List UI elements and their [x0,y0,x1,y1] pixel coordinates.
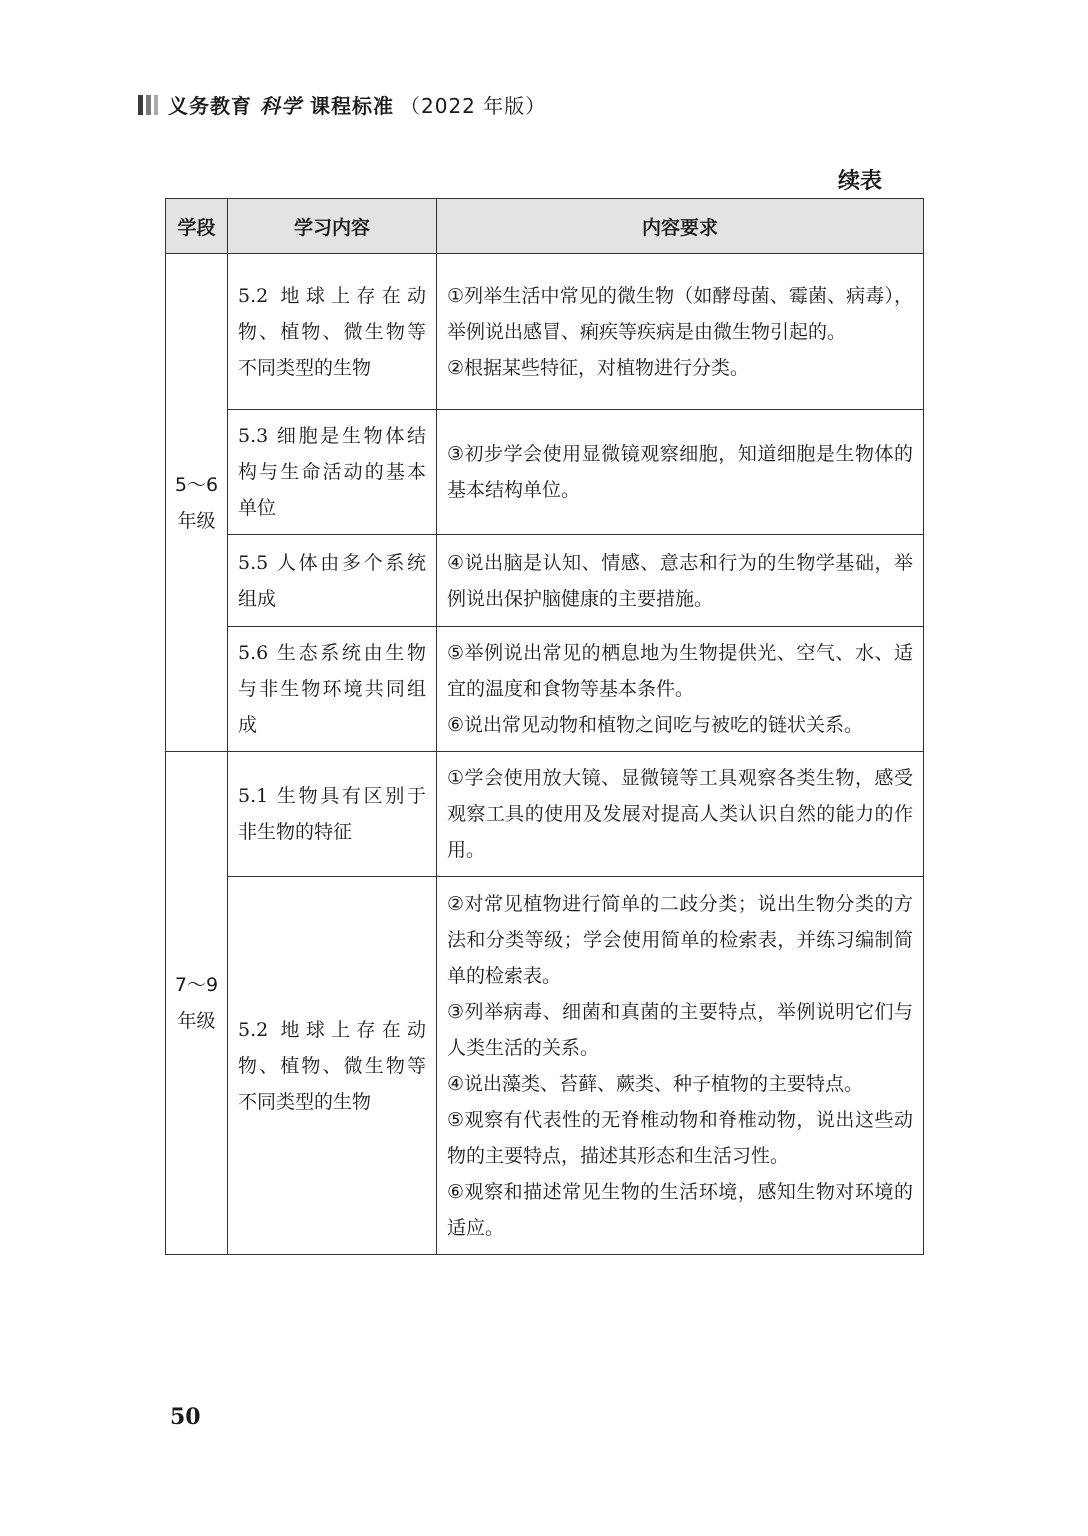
header-title-std: 课程标准 [310,94,394,118]
requirement-item: ②对常见植物进行简单的二歧分类；说出生物分类的方法和分类等级；学会使用简单的检索表，并练习编制简单的检索表。 [447,892,913,987]
requirement-item: ⑥说出常见动物和植物之间吃与被吃的链状关系。 [447,714,864,736]
header-title-subject: 科学 [260,94,302,118]
topic-cell: 5.2 地球上存在动物、植物、微生物等不同类型的生物 [228,254,437,410]
requirement-item: ②根据某些特征，对植物进行分类。 [447,356,750,379]
requirement-item: ⑤举例说出常见的栖息地为生物提供光、空气、水、适宜的温度和食物等基本条件。 [447,642,913,700]
requirement-item: ⑥观察和描述常见生物的生活环境，感知生物对环境的适应。 [447,1180,913,1239]
table-row [166,535,924,627]
stage-cell: 5～6 年级 [166,254,228,752]
table-header-row [166,199,924,254]
requirement-item: ①学会使用放大镜、显微镜等工具观察各类生物，感受观察工具的使用及发展对提高人类认识自然的能力的作用。 [447,767,913,861]
requirement-item: ⑤观察有代表性的无脊椎动物和脊椎动物，说出这些动物的主要特点，描述其形态和生活习性。 [447,1108,913,1167]
topic-cell: 5.3 细胞是生物体结构与生命活动的基本单位 [228,410,437,535]
header-bars-icon [138,95,158,115]
requirement-item: ③列举病毒、细菌和真菌的主要特点，举例说明它们与人类生活的关系。 [447,1000,913,1059]
header-title-main: 义务教育 [168,94,252,118]
topic-cell: 5.2 地球上存在动物、植物、微生物等不同类型的生物 [228,877,437,1255]
topic-cell: 5.5 人体由多个系统组成 [228,535,437,627]
col-header-requirements: 内容要求 [437,199,924,254]
col-header-stage: 学段 [166,199,228,254]
requirements-cell [437,410,924,535]
requirement-item: ④说出藻类、苔藓、蕨类、种子植物的主要特点。 [447,1072,864,1095]
requirements-cell [437,752,924,877]
table-row [166,627,924,752]
stage-cell: 7～9 年级 [166,752,228,1255]
running-header [138,90,546,119]
requirement-item: ③初步学会使用显微镜观察细胞，知道细胞是生物体的基本结构单位。 [447,443,913,501]
table-row [166,877,924,1255]
table-row [166,752,924,877]
topic-cell: 5.1 生物具有区别于非生物的特征 [228,752,437,877]
col-header-content: 学习内容 [228,199,437,254]
requirement-item: ④说出脑是认知、情感、意志和行为的生物学基础，举例说出保护脑健康的主要措施。 [447,551,913,610]
continuation-label: 续表 [837,169,882,194]
table-row [166,254,924,410]
header-title-year: （2022 年版） [400,94,547,118]
requirements-cell [437,877,924,1255]
requirements-cell [437,627,924,752]
table-row [166,410,924,535]
curriculum-table [165,198,924,1255]
page-number: 50 [170,1404,201,1430]
requirements-cell [437,254,924,410]
requirement-item: ①列举生活中常见的微生物（如酵母菌、霉菌、病毒），举例说出感冒、痢疾等疾病是由微生物引起的。 [447,284,913,343]
topic-cell: 5.6 生态系统由生物与非生物环境共同组成 [228,627,437,752]
requirements-cell [437,535,924,627]
